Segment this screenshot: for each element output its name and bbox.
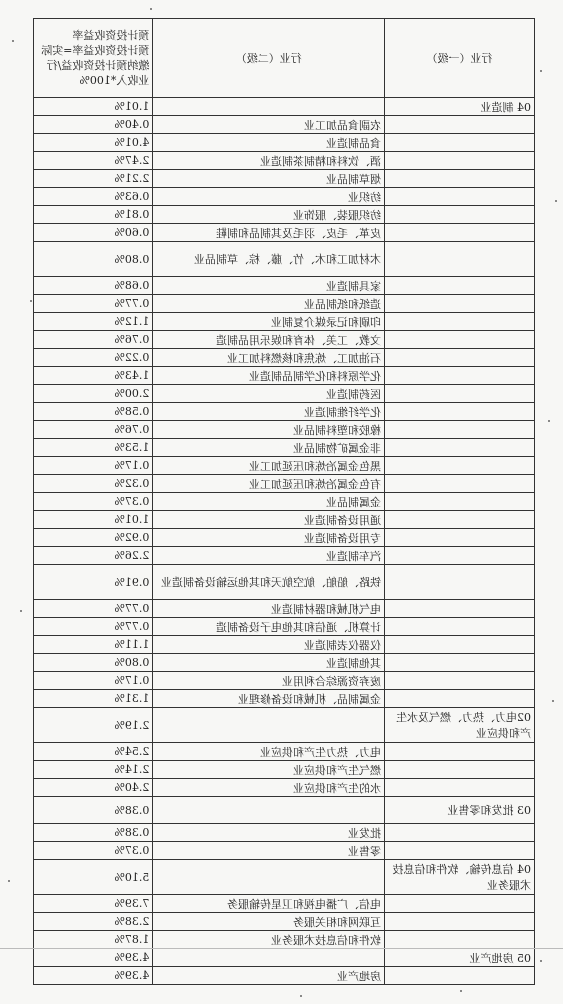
- industry-level1-cell: [385, 224, 535, 242]
- industry-level1-cell: [385, 313, 535, 331]
- rate-cell: 2.14%: [34, 761, 153, 779]
- table-row: [34, 349, 535, 367]
- table-row: [34, 743, 535, 761]
- rate-cell: 2.40%: [34, 779, 153, 797]
- table-body: [34, 98, 535, 985]
- table-row: [34, 152, 535, 170]
- industry-level1-cell: [385, 672, 535, 690]
- industry-level1-cell: [385, 170, 535, 188]
- header-industry-level1-text: 行业（一级）: [426, 52, 493, 65]
- industry-level2-cell: 皮革、毛皮、羽毛及其制品和制鞋: [153, 224, 385, 242]
- table-row: [34, 403, 535, 421]
- rate-cell: 0.92%: [34, 529, 153, 547]
- table-row: [34, 529, 535, 547]
- table-row: [34, 895, 535, 913]
- industry-level2-cell: 食品制造业: [153, 134, 385, 152]
- industry-level1-cell: [385, 824, 535, 842]
- rate-cell: 0.76%: [34, 421, 153, 439]
- table-row: [34, 493, 535, 511]
- rate-cell: 0.81%: [34, 206, 153, 224]
- industry-level1-cell: [385, 565, 535, 600]
- industry-level1-cell: [385, 529, 535, 547]
- industry-level2-cell: 农副食品加工业: [153, 116, 385, 134]
- rate-cell: 0.60%: [34, 224, 153, 242]
- industry-level1-cell: [385, 439, 535, 457]
- industry-level1-cell: [385, 403, 535, 421]
- industry-level2-cell: 零售业: [153, 842, 385, 860]
- table-row: [34, 313, 535, 331]
- table-row: [34, 277, 535, 295]
- table-row: [34, 421, 535, 439]
- rate-cell: 0.32%: [34, 475, 153, 493]
- industry-level2-cell: [153, 98, 385, 116]
- industry-level2-cell: 黑色金属冶炼和压延加工业: [153, 457, 385, 475]
- industry-level1-cell: [385, 475, 535, 493]
- industry-level1-cell: [385, 152, 535, 170]
- industry-level1-cell: 05 房地产业: [385, 949, 535, 967]
- rate-cell: 0.77%: [34, 600, 153, 618]
- industry-level1-cell: [385, 779, 535, 797]
- industry-level2-cell: 废弃资源综合利用业: [153, 672, 385, 690]
- rate-cell: 4.39%: [34, 967, 153, 985]
- industry-level2-cell: 非金属矿物制品业: [153, 439, 385, 457]
- header-rate: [34, 19, 153, 98]
- rate-cell: 0.76%: [34, 331, 153, 349]
- scan-speck: [540, 960, 542, 962]
- industry-level1-cell: [385, 636, 535, 654]
- header-industry-level2-text: 行业（二级）: [235, 52, 302, 65]
- industry-level1-cell: [385, 618, 535, 636]
- rate-cell: 2.47%: [34, 152, 153, 170]
- industry-level1-cell: [385, 913, 535, 931]
- industry-level2-cell: 燃气生产和供应业: [153, 761, 385, 779]
- table-row: [34, 457, 535, 475]
- table-row: [34, 779, 535, 797]
- industry-level1-cell: [385, 600, 535, 618]
- industry-level2-cell: 互联网和相关服务: [153, 913, 385, 931]
- rate-cell: 0.17%: [34, 457, 153, 475]
- rate-cell: 7.39%: [34, 895, 153, 913]
- industry-level1-cell: 02电力、热力、燃气及水生产和供应业: [385, 708, 535, 743]
- table-row: [34, 134, 535, 152]
- industry-level2-cell: 印刷和记录媒介复制业: [153, 313, 385, 331]
- table-row: [34, 967, 535, 985]
- industry-level1-cell: 04 信息传输、软件和信息技术服务业: [385, 860, 535, 895]
- industry-level2-cell: 酒、饮料和精制茶制造业: [153, 152, 385, 170]
- scan-speck: [548, 420, 550, 422]
- industry-level1-cell: 04 制造业: [385, 98, 535, 116]
- rate-cell: 0.37%: [34, 493, 153, 511]
- industry-level1-cell: [385, 116, 535, 134]
- header-rate-line1: 预计投资收益率: [72, 29, 150, 42]
- rate-cell: 1.87%: [34, 931, 153, 949]
- industry-level2-cell: 烟草制品业: [153, 170, 385, 188]
- rate-cell: 0.63%: [34, 188, 153, 206]
- industry-level1-cell: [385, 743, 535, 761]
- industry-level1-cell: [385, 134, 535, 152]
- industry-level1-cell: [385, 654, 535, 672]
- table-row: [34, 385, 535, 403]
- industry-level1-cell: [385, 188, 535, 206]
- scan-speck: [300, 995, 302, 997]
- industry-level2-cell: 造纸和纸制品业: [153, 295, 385, 313]
- table-row: [34, 797, 535, 824]
- table-row: [34, 98, 535, 116]
- table-row: [34, 618, 535, 636]
- industry-level1-cell: [385, 895, 535, 913]
- rate-cell: 1.43%: [34, 367, 153, 385]
- industry-level1-cell: [385, 242, 535, 277]
- industry-level1-cell: [385, 457, 535, 475]
- scan-speck: [12, 40, 14, 42]
- industry-level1-cell: [385, 295, 535, 313]
- table-row: [34, 295, 535, 313]
- header-rate-line4: 业收入*100%: [79, 74, 150, 87]
- header-rate-line2: 预计投资收益率=实际: [41, 44, 150, 57]
- rate-cell: 0.68%: [34, 277, 153, 295]
- industry-level1-cell: [385, 690, 535, 708]
- industry-level1-cell: [385, 511, 535, 529]
- industry-level2-cell: 通用设备制造业: [153, 511, 385, 529]
- table-row: [34, 475, 535, 493]
- rate-cell: 0.17%: [34, 672, 153, 690]
- rate-cell: 2.38%: [34, 913, 153, 931]
- rate-cell: 0.38%: [34, 797, 153, 824]
- table-row: [34, 511, 535, 529]
- scan-speck: [552, 700, 554, 702]
- industry-level1-cell: [385, 421, 535, 439]
- table-row: [34, 842, 535, 860]
- table-row: [34, 188, 535, 206]
- rate-cell: 0.91%: [34, 565, 153, 600]
- industry-level1-cell: [385, 842, 535, 860]
- rate-cell: 1.01%: [34, 98, 153, 116]
- rate-cell: 1.12%: [34, 313, 153, 331]
- industry-level2-cell: [153, 797, 385, 824]
- table-row: [34, 949, 535, 967]
- industry-level2-cell: [153, 708, 385, 743]
- industry-level2-cell: 房地产业: [153, 967, 385, 985]
- rate-cell: 0.58%: [34, 403, 153, 421]
- rate-cell: 5.10%: [34, 860, 153, 895]
- table-row: [34, 931, 535, 949]
- industry-level2-cell: 文教、工美、体育和娱乐用品制造: [153, 331, 385, 349]
- rate-cell: 2.54%: [34, 743, 153, 761]
- header-rate-line3: 缴纳预计投资收益/行: [46, 59, 150, 72]
- industry-level2-cell: 有色金属冶炼和压延加工业: [153, 475, 385, 493]
- industry-level1-cell: [385, 349, 535, 367]
- rate-table: [33, 18, 535, 985]
- rate-cell: 2.26%: [34, 547, 153, 565]
- table-row: [34, 708, 535, 743]
- industry-level1-cell: [385, 761, 535, 779]
- industry-level2-cell: 其他制造业: [153, 654, 385, 672]
- industry-level2-cell: 金属制品、机械和设备修理业: [153, 690, 385, 708]
- table-row: [34, 367, 535, 385]
- industry-level2-cell: 橡胶和塑料制品业: [153, 421, 385, 439]
- header-industry-level1: [385, 19, 535, 98]
- industry-level2-cell: 医药制造业: [153, 385, 385, 403]
- table-row: [34, 331, 535, 349]
- rate-cell: 0.77%: [34, 295, 153, 313]
- industry-level2-cell: 专用设备制造业: [153, 529, 385, 547]
- rate-cell: 1.53%: [34, 439, 153, 457]
- industry-level2-cell: 木材加工和木、竹、藤、棕、草制品业: [153, 242, 385, 277]
- header-industry-level2: [153, 19, 385, 98]
- table-row: [34, 672, 535, 690]
- scan-speck: [8, 880, 10, 882]
- industry-level2-cell: 电气机械和器材制造业: [153, 600, 385, 618]
- rate-cell: 0.77%: [34, 618, 153, 636]
- rate-cell: 4.39%: [34, 949, 153, 967]
- industry-level2-cell: [153, 860, 385, 895]
- industry-level1-cell: [385, 331, 535, 349]
- table-row: [34, 654, 535, 672]
- scan-speck: [555, 200, 557, 202]
- rate-cell: 0.38%: [34, 824, 153, 842]
- industry-level1-cell: [385, 967, 535, 985]
- table-row: [34, 600, 535, 618]
- industry-level1-cell: [385, 547, 535, 565]
- industry-level2-cell: 纺织业: [153, 188, 385, 206]
- industry-level2-cell: 石油加工、炼焦和核燃料加工业: [153, 349, 385, 367]
- table-row: [34, 565, 535, 600]
- rate-cell: 0.22%: [34, 349, 153, 367]
- industry-level2-cell: 电力、热力生产和供应业: [153, 743, 385, 761]
- table-row: [34, 547, 535, 565]
- scan-speck: [30, 300, 32, 302]
- rate-cell: 4.01%: [34, 134, 153, 152]
- table-row: [34, 116, 535, 134]
- table-row: [34, 636, 535, 654]
- industry-level2-cell: 化学原料和化学制品制造业: [153, 367, 385, 385]
- rate-cell: 1.01%: [34, 511, 153, 529]
- industry-level2-cell: 家具制造业: [153, 277, 385, 295]
- industry-level2-cell: 电信、广播电视和卫星传输服务: [153, 895, 385, 913]
- scan-speck: [20, 610, 22, 612]
- industry-level1-cell: [385, 385, 535, 403]
- table-row: [34, 242, 535, 277]
- header-row: [34, 19, 535, 98]
- scan-speck: [460, 990, 462, 992]
- industry-level1-cell: 03 批发和零售业: [385, 797, 535, 824]
- industry-level2-cell: 纺织服装、服饰业: [153, 206, 385, 224]
- industry-level2-cell: 铁路、船舶、航空航天和其他运输设备制造业: [153, 565, 385, 600]
- scan-divider-line: [0, 948, 563, 949]
- rate-cell: 2.19%: [34, 708, 153, 743]
- industry-level2-cell: 汽车制造业: [153, 547, 385, 565]
- industry-level1-cell: [385, 493, 535, 511]
- industry-level2-cell: 金属制品业: [153, 493, 385, 511]
- rate-cell: 1.11%: [34, 636, 153, 654]
- industry-level1-cell: [385, 206, 535, 224]
- industry-level2-cell: 水的生产和供应业: [153, 779, 385, 797]
- table-row: [34, 913, 535, 931]
- industry-level2-cell: [153, 949, 385, 967]
- table-row: [34, 860, 535, 895]
- table-row: [34, 206, 535, 224]
- table-row: [34, 761, 535, 779]
- scan-speck: [540, 70, 542, 72]
- table-row: [34, 224, 535, 242]
- table-row: [34, 690, 535, 708]
- industry-level2-cell: 仪器仪表制造业: [153, 636, 385, 654]
- rate-cell: 0.80%: [34, 242, 153, 277]
- industry-level2-cell: 软件和信息技术服务业: [153, 931, 385, 949]
- table-row: [34, 439, 535, 457]
- rate-cell: 0.37%: [34, 842, 153, 860]
- table-row: [34, 170, 535, 188]
- industry-level1-cell: [385, 367, 535, 385]
- rate-cell: 0.80%: [34, 654, 153, 672]
- scan-speck: [150, 8, 152, 10]
- rate-cell: 1.31%: [34, 690, 153, 708]
- industry-level2-cell: 批发业: [153, 824, 385, 842]
- industry-level1-cell: [385, 931, 535, 949]
- rate-cell: 0.40%: [34, 116, 153, 134]
- industry-level2-cell: 计算机、通信和其他电子设备制造: [153, 618, 385, 636]
- table-row: [34, 824, 535, 842]
- industry-level1-cell: [385, 277, 535, 295]
- rate-cell: 2.21%: [34, 170, 153, 188]
- industry-level2-cell: 化学纤维制造业: [153, 403, 385, 421]
- rate-cell: 2.00%: [34, 385, 153, 403]
